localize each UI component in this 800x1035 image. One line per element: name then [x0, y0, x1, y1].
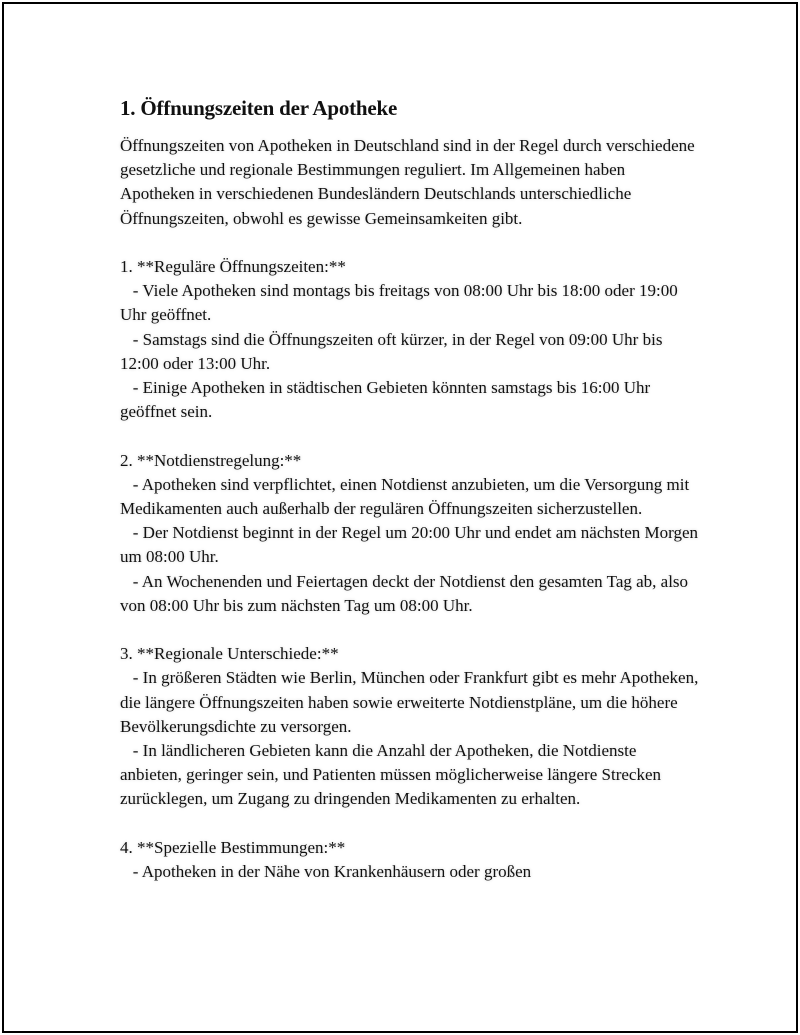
list-item: - An Wochenenden und Feiertagen deckt der Notdienst den gesamten Tag ab, also von 08:00 Uhr bis zum nächsten Tag um 08:00 Uhr.: [120, 571, 693, 615]
section-heading: 4. **Spezielle Bestimmungen:**: [120, 837, 346, 857]
list-item: - In größeren Städten wie Berlin, München oder Frankfurt gibt es mehr Apotheken, die längere Öffnungszeiten haben sowie erweiterte Notdienstpläne, um die höhere Bevölkerungsdichte zu versorgen.: [120, 668, 703, 736]
list-item: - In ländlicheren Gebieten kann die Anzahl der Apotheken, die Notdienste anbieten, geringer sein, und Patienten müssen möglicherweise längere Strecken zurücklegen, um Zugang zu dringenden Medikamenten zu erhalten.: [120, 741, 666, 809]
list-item: - Einige Apotheken in städtischen Gebieten könnten samstags bis 16:00 Uhr geöffnet sein.: [120, 378, 655, 422]
section-emergency-service: [120, 449, 703, 618]
page-frame: [2, 2, 798, 1033]
section-heading: 1. **Reguläre Öffnungszeiten:**: [120, 257, 346, 276]
section-regional-differences: [120, 642, 703, 811]
list-item: - Viele Apotheken sind montags bis freitags von 08:00 Uhr bis 18:00 oder 19:00 Uhr geöffnet.: [120, 281, 682, 325]
document-body: [120, 94, 703, 884]
section-heading: 3. **Regionale Unterschiede:**: [120, 644, 339, 664]
list-item: - Apotheken sind verpflichtet, einen Notdienst anzubieten, um die Versorgung mit Medikamenten auch außerhalb der regulären Öffnungszeiten sicherzustellen.: [120, 474, 694, 519]
section-heading: 2. **Notdienstregelung:**: [120, 450, 302, 470]
list-item: - Der Notdienst beginnt in der Regel um 20:00 Uhr und endet am nächsten Morgen um 08:00 Uhr.: [120, 523, 703, 567]
section-special-regulations: [120, 836, 700, 884]
document-title: 1. Öffnungszeiten der Apotheke: [120, 96, 398, 120]
section-regular-hours: [120, 255, 700, 424]
list-item: - Apotheken in der Nähe von Krankenhäusern oder großen: [120, 862, 532, 882]
intro-paragraph: Öffnungszeiten von Apotheken in Deutschland sind in der Regel durch verschiedene gesetzliche und regionale Bestimmungen reguliert. Im Allgemeinen haben Apotheken in verschiedenen Bundesländern Deutschlands unterschiedliche Öffnungszeiten, obwohl es gewisse Gemeinsamkeiten gibt.: [120, 136, 699, 228]
list-item: - Samstags sind die Öffnungszeiten oft kürzer, in der Regel von 09:00 Uhr bis 12:00 oder 13:00 Uhr.: [120, 329, 667, 373]
